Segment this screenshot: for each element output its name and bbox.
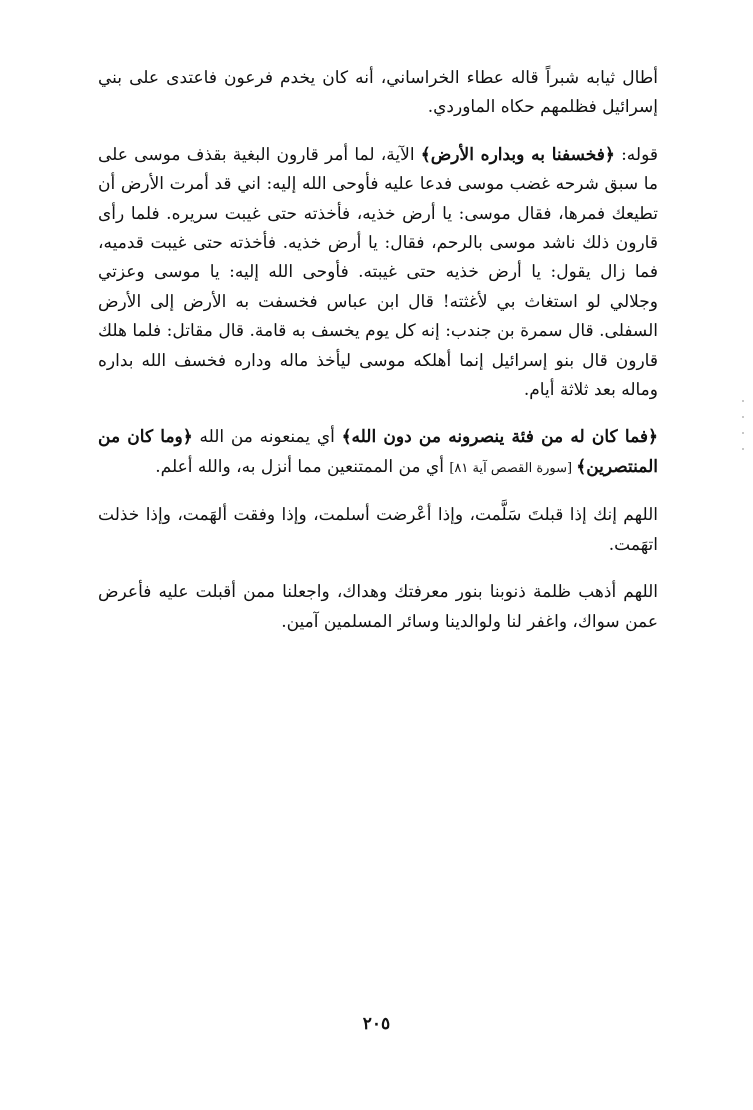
surah-citation: [سورة القصص آية ٨١] (449, 460, 577, 476)
paragraph-5-dua (98, 578, 658, 637)
scan-dot (742, 400, 744, 402)
paragraph-1-text: أطال ثيابه شبراً قاله عطاء الخراساني، أنه كان يخدم فرعون فاعتدى على بني إسرائيل فظلمهم حكاه الماوردي. (98, 68, 658, 118)
paragraph-2-text: الآية، لما أمر قارون البغية بقذف موسى على ما سبق شرحه غضب موسى فدعا عليه فأوحى الله إليه: اني قد أمرت الأرض أن تطيعك فمرها، فقال موسى: يا أرض خذيه، فأخذته حتى غيبت سريره. فلما رأى قارون ذلك ناشد موسى بالرحم، فقال: يا أرض خذيه. فأخذته حتى غيبت قدميه، فما زال يقول: يا أرض خذيه حتى غيبته. فأوحى الله إليه: يا موسى وعزتي وجلالي لو استغاث بي لأغثته! قال ابن عباس فخسفت به الأرض إلى الأرض السفلى. قال سمرة بن جندب: إنه كل يوم يخسف به قامة. قال مقاتل: فلما هلك قارون قال بنو إسرائيل إنما أهلكه موسى ليأخذ ماله وداره فخسف الله بداره وماله بعد ثلاثة أيام. (98, 144, 658, 401)
page-number: ٢٠٥ (362, 1014, 391, 1034)
quran-verse-khasafna: ﴿فخسفنا به وبداره الأرض﴾ (420, 144, 615, 165)
paragraph-3-text-2: أي من الممتنعين مما أنزل به، والله أعلم. (155, 456, 450, 477)
paragraph-4-text: اللهم إنك إذا قبلتَ سَلَّمت، وإذا أعْرضت أسلمت، وإذا وفقت ألهَمت، وإذا خذلت اتهَمت. (98, 505, 658, 555)
paragraph-3-text-1: أي يمنعونه من الله (192, 427, 342, 448)
quran-verse-muntasirin: ﴿وما كان من المنتصرين﴾ (98, 427, 658, 477)
scan-edge-marks (742, 400, 745, 480)
scan-dot (742, 448, 744, 450)
paragraph-4-dua (98, 501, 658, 560)
main-text (98, 64, 658, 655)
paragraph-5-text: اللهم أذهب ظلمة ذنوبنا بنور معرفتك وهداك، واجعلنا ممن أقبلت عليه فأعرض عمن سواك، واغفر لنا ولوالدينا وسائر المسلمين آمين. (98, 582, 658, 632)
paragraph-1 (98, 64, 658, 123)
quran-verse-fima-kana: ﴿فما كان له من فئة ينصرونه من دون الله﴾ (341, 427, 658, 448)
paragraph-2-lead: قوله: (614, 144, 659, 165)
scan-dot (742, 416, 744, 418)
scan-dot (742, 432, 744, 434)
paragraph-2 (98, 141, 658, 406)
paragraph-3 (98, 423, 658, 483)
